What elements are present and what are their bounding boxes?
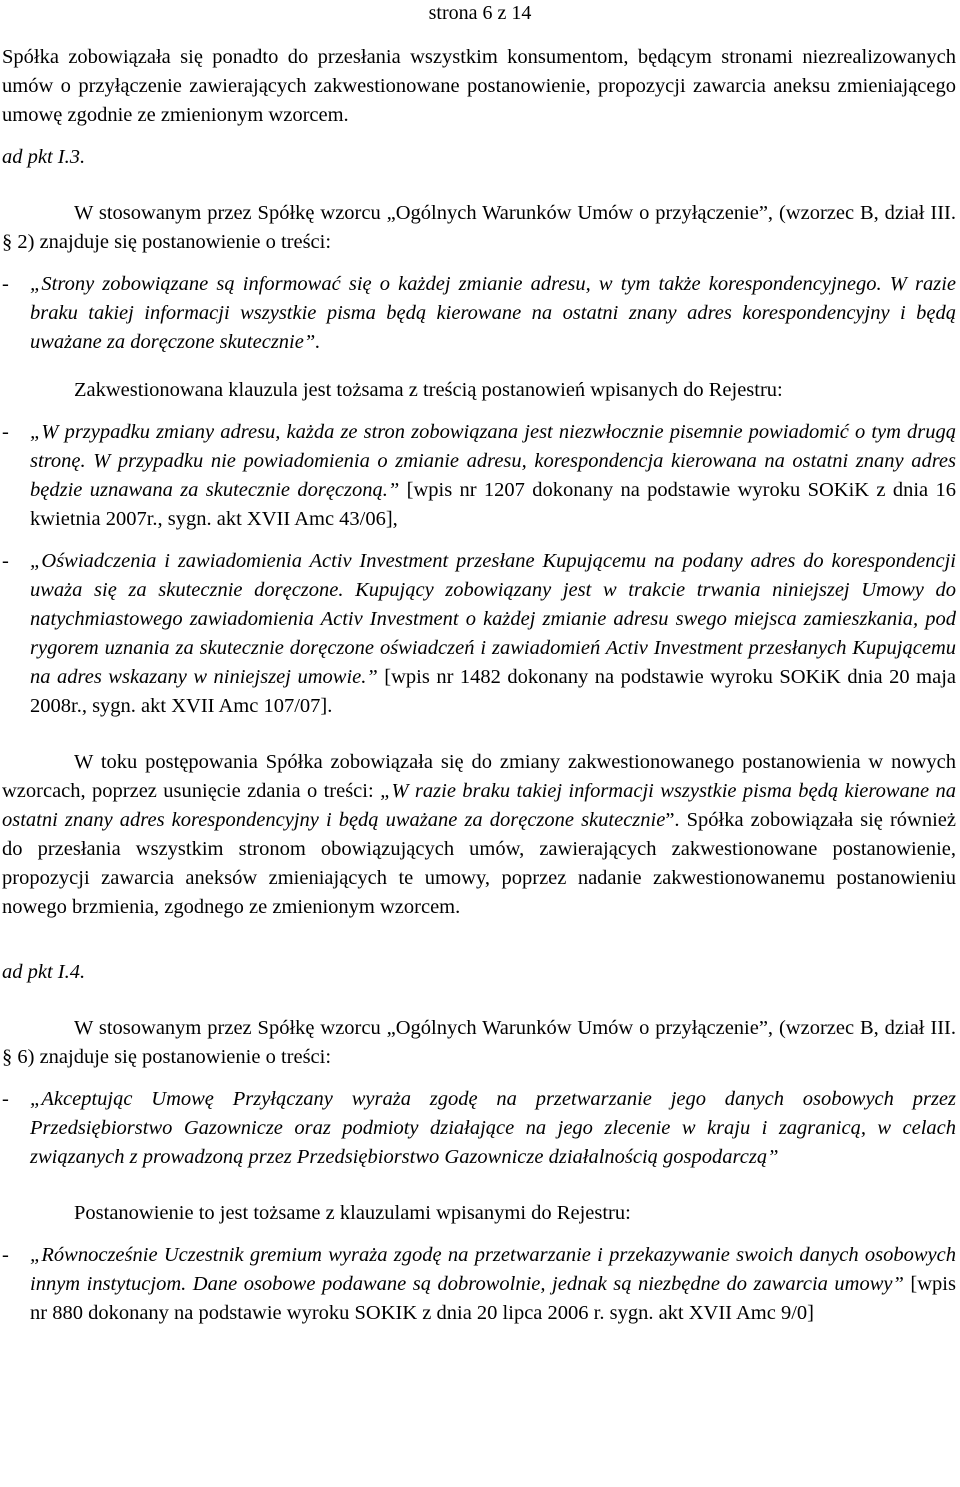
register-reference: [wpis nr 880 dokonany na podstawie wyroku SOKIK z dnia 20 lipca 2006 r. sygn. akt XVII Amc 9/0]	[30, 1273, 956, 1324]
i3-register-entry-1	[2, 418, 956, 534]
i3-register-entry-2	[2, 547, 956, 721]
bullet-text	[30, 270, 956, 357]
quoted-clause-text: „Akceptując Umowę Przyłączany wyraża zgodę na przetwarzanie jego danych osobowych przez Przedsiębiorstwo Gazownicze oraz podmioty działające na jego zlecenie w kraju i zagranicą, w celach związanych z prowadzoną przez Przedsiębiorstwo Gazownicze działalnością gospodarczą”	[30, 1088, 956, 1168]
section-heading-i3-text: ad pkt I.3.	[2, 146, 86, 168]
intro-paragraph: Spółka zobowiązała się ponadto do przesłania wszystkim konsumentom, będącym stronami niezrealizowanych umów o przyłączenie zawierających zakwestionowane postanowienie, propozycji zawarcia aneksu zmieniającego umowę zgodnie ze zmienionym wzorcem.	[2, 46, 956, 126]
i3-paragraph-3	[2, 748, 956, 922]
bullet-text	[30, 547, 956, 721]
i3-paragraph-2: Zakwestionowana klauzula jest tożsama z treścią postanowień wpisanych do Rejestru:	[74, 379, 783, 401]
register-reference: [wpis nr 1207 dokonany na podstawie wyroku SOKiK z dnia 16 kwietnia 2007r., sygn. akt XVII Amc 43/06],	[30, 479, 957, 530]
bullet-dash: -	[2, 550, 9, 572]
paragraph-text-part-1: W toku postępowania Spółka zobowiązała się do zmiany zakwestionowanego postanowienia w nowych wzorcach, poprzez usunięcie zdania o treści:	[2, 751, 956, 802]
i3-quoted-clause	[2, 270, 956, 357]
register-clause-text: „Oświadczenia i zawiadomienia Activ Investment przesłane Kupującemu na podany adres do korespondencji uważa się za skutecznie doręczone. Kupujący zobowiązany jest w trakcie trwania niniejszej Umowy do natychmiastowego zawiadomienia Activ Investment o każdej zmianie adresu swego miejsca zamieszkania, pod rygorem uznania za skutecznie doręczone oświadczeń i zawiadomień Activ Investment przesłanych Kupującemu na adres wskazany w niniejszej umowie.”	[30, 550, 956, 688]
register-reference: [wpis nr 1482 dokonany na podstawie wyroku SOKiK dnia 20 maja 2008r., sygn. akt XVII Amc 107/07].	[30, 666, 956, 717]
bullet-text	[30, 418, 956, 534]
i4-register-entry-1	[2, 1241, 956, 1328]
section-heading-i4	[2, 958, 956, 987]
page-number: strona 6 z 14	[428, 2, 532, 24]
register-clause-text: „W przypadku zmiany adresu, każda ze stron zobowiązana jest niezwłocznie pisemnie powiadomić o tym drugą stronę. W przypadku nie powiadomienia o zmianie adresu, korespondencja kierowana na ostatni znany adres będzie uznawana za skutecznie doręczoną.”	[30, 421, 956, 501]
bullet-dash: -	[2, 1088, 9, 1110]
register-clause-text: „Równocześnie Uczestnik gremium wyraża zgodę na przetwarzanie i przekazywanie swoich danych osobowych innym instytucjom. Dane osobowe podawane są dobrowolnie, jednak są niezbędne do zawarcia umowy”	[30, 1244, 956, 1295]
bullet-dash: -	[2, 421, 9, 443]
i3-paragraph-1: W stosowanym przez Spółkę wzorcu „Ogólnych Warunków Umów o przyłączenie”, (wzorzec B, dział III. § 2) znajduje się postanowienie o treści:	[2, 202, 956, 253]
bullet-text	[30, 1241, 956, 1328]
quoted-clause-text: „Strony zobowiązane są informować się o każdej zmianie adresu, w tym także korespondencyjnego. W razie braku takiej informacji wszystkie pisma będą kierowane na ostatni znany adres korespondencyjny i będą uważane za doręczone skutecznie”.	[30, 273, 956, 353]
section-heading-i3	[2, 143, 956, 172]
paragraph-text-part-2: ”. Spółka zobowiązała się również do przesłania wszystkim stronom obowiązujących umów, zawierających zakwestionowane postanowienie, propozycji zawarcia aneksów zmieniających te umowy, poprzez nadanie zakwestionowanemu postanowieniu nowego brzmienia, zgodnego ze zmienionym wzorcem.	[2, 809, 956, 918]
i4-paragraph-1: W stosowanym przez Spółkę wzorcu „Ogólnych Warunków Umów o przyłączenie”, (wzorzec B, dział III. § 6) znajduje się postanowienie o treści:	[2, 1017, 956, 1068]
bullet-dash: -	[2, 1244, 9, 1266]
i4-paragraph-2: Postanowienie to jest tożsame z klauzulami wpisanymi do Rejestru:	[74, 1202, 631, 1224]
section-heading-i4-text: ad pkt I.4.	[2, 961, 86, 983]
bullet-dash: -	[2, 273, 9, 295]
document-body	[2, 43, 956, 1328]
bullet-text	[30, 1085, 956, 1172]
paragraph-quoted-text: „W razie braku takiej informacji wszystkie pisma będą kierowane na ostatni znany adres korespondencyjny i będą uważane za doręczone skutecznie	[2, 780, 956, 831]
i4-quoted-clause	[2, 1085, 956, 1172]
